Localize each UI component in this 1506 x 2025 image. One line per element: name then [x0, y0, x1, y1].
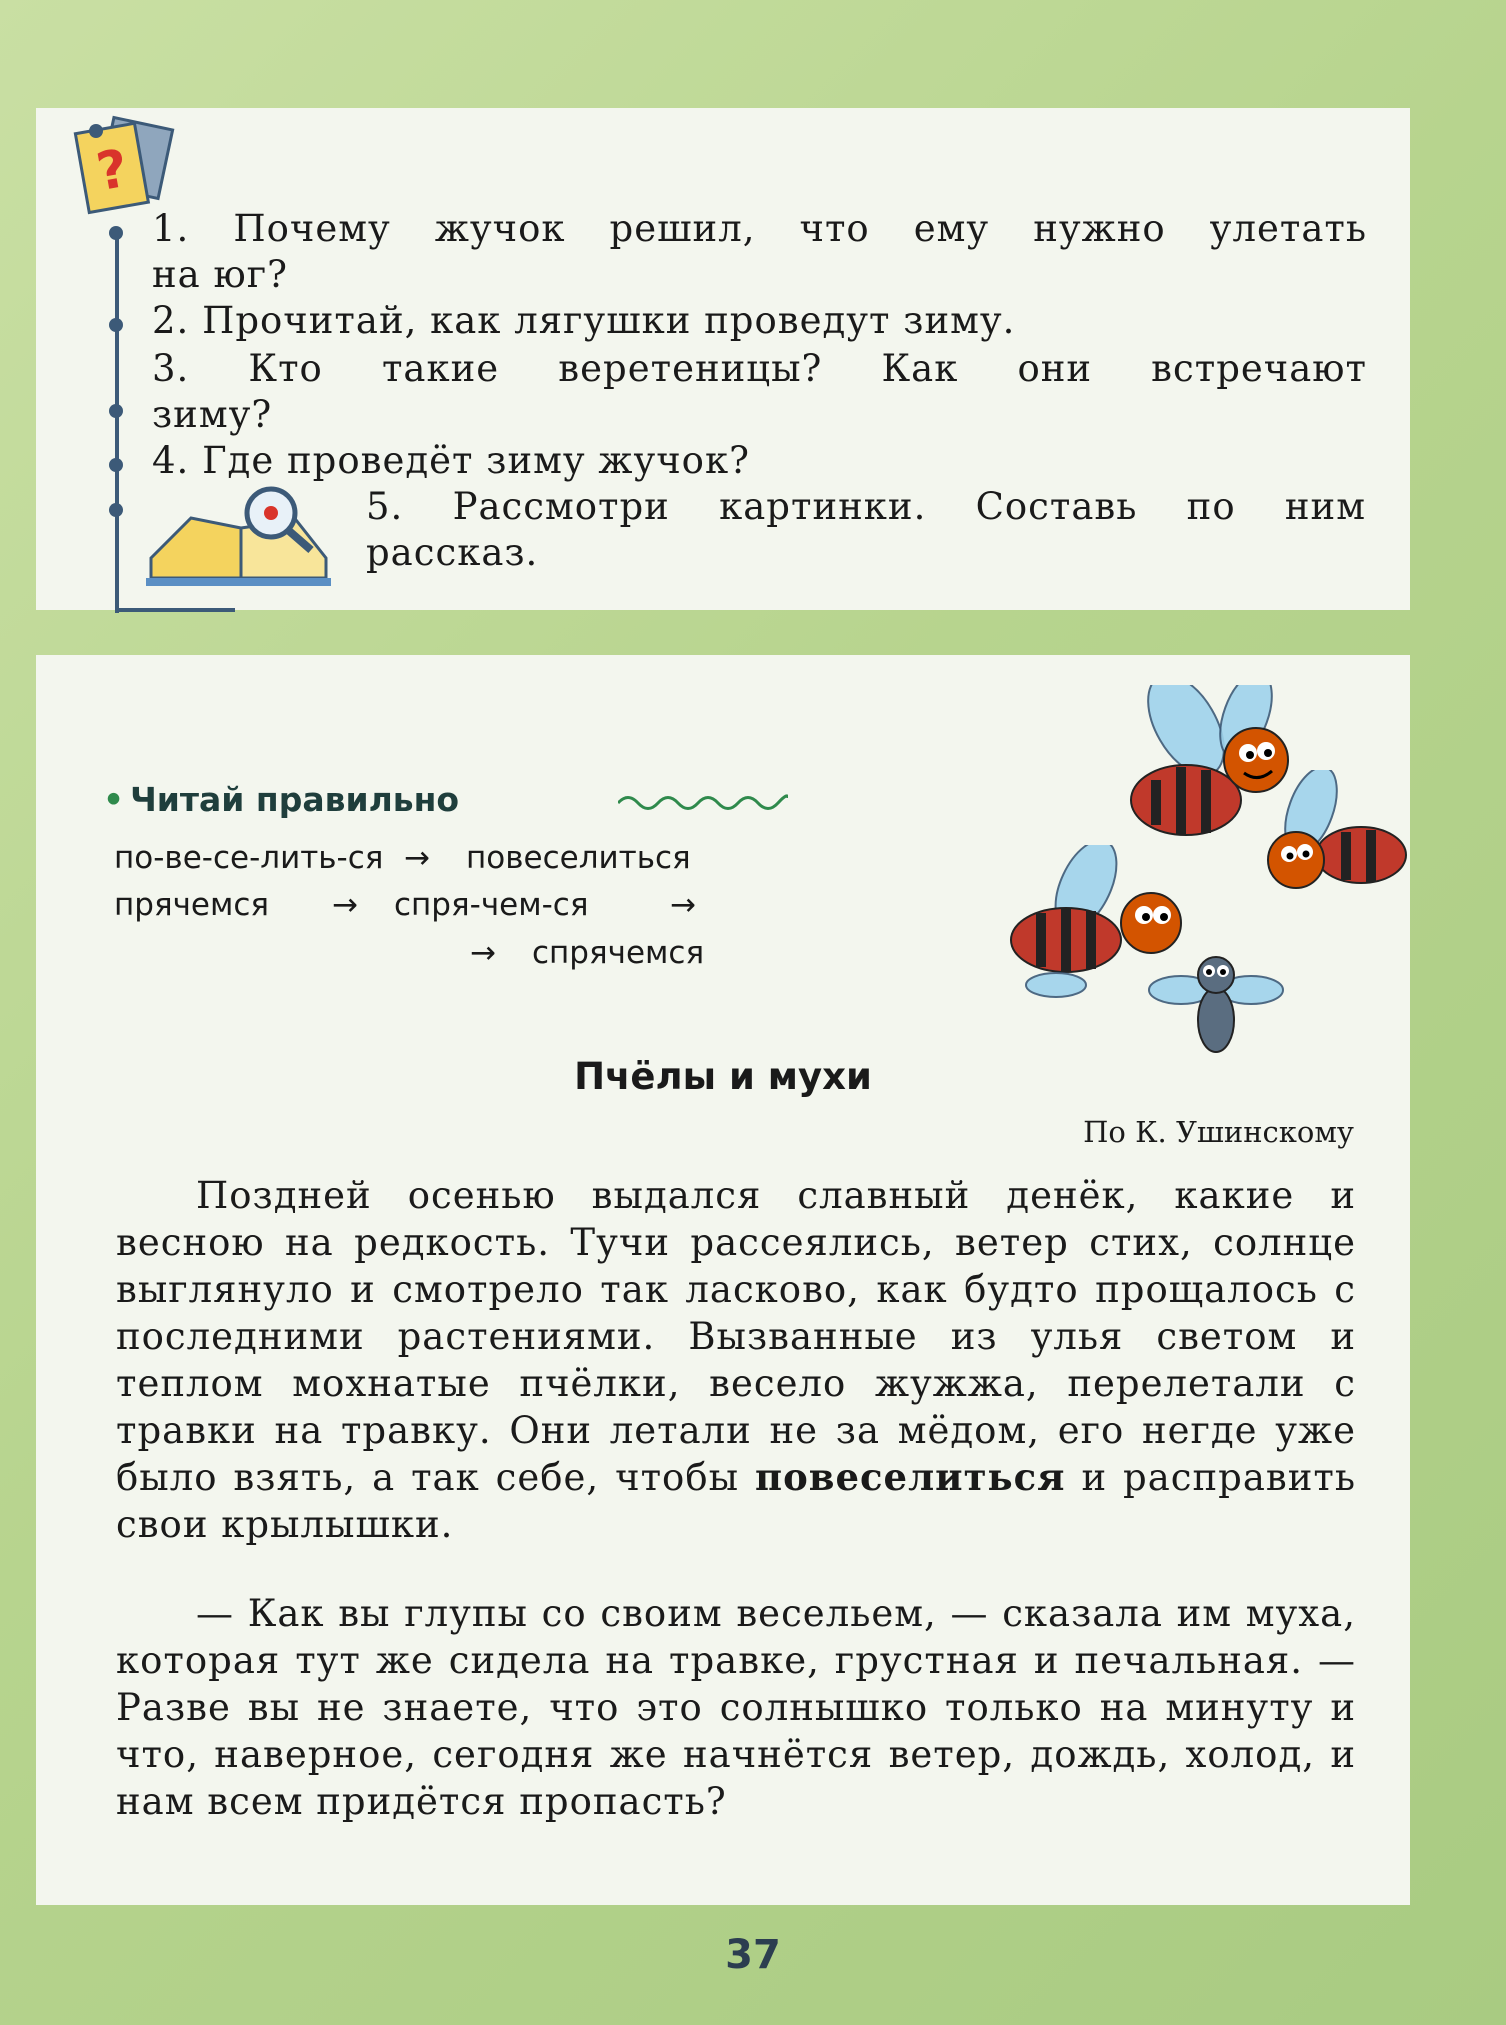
paragraph-1-text: Поздней осенью выдался славный денёк, какие и весною на редкость. Тучи рассеялись, ветер стих, солнце выглянуло и смотрело так ласково, как будто прощалось с последними растениями. Вызванные из улья светом и теплом мохнатые пчёлки, весело жужжа, перелетали с травки на травку. Они летали не за мёдом, его негде уже было взять, а так себе, чтобы: [116, 1174, 1356, 1499]
syllable-word-2: спря-чем-ся: [394, 887, 589, 923]
paragraph-2: — Как вы глупы со своим весельем, — сказала им муха, которая тут же сидела на травке, грустная и печальная. — Разве вы не знаете, что это солнышко только на минуту и что, наверное, сегодня же начнётся ветер, дождь, холод, и нам всем придётся пропасть?: [116, 1592, 1356, 1823]
arrow-icon: →: [332, 887, 358, 923]
read-correctly-heading: [103, 780, 459, 819]
highlighted-word: повеселиться: [755, 1455, 1066, 1499]
arrow-icon: →: [470, 935, 496, 971]
question-rail: [115, 228, 119, 613]
word-3: спрячемся: [532, 935, 705, 971]
page-number: 37: [725, 1932, 781, 1978]
bee-icon: [1251, 770, 1411, 920]
syllable-word-1: по-ве-се-лить-ся: [114, 840, 384, 876]
story-panel: [36, 655, 1410, 1905]
rail-bottom: [115, 608, 235, 612]
word-2: прячемся: [114, 887, 270, 923]
question-3-line-1: 3. Кто такие веретеницы? Как они встречают: [152, 347, 1367, 390]
svg-text:?: ?: [92, 138, 133, 204]
wavy-underline: [618, 792, 788, 814]
question-5-line-1: 5. Рассмотри картинки. Составь по ним: [366, 485, 1366, 528]
story-title: Пчёлы и мухи: [574, 1055, 872, 1098]
rail-dot: [109, 503, 123, 517]
arrow-icon: →: [404, 840, 430, 876]
question-3-line-2: зиму?: [152, 393, 273, 436]
book-magnifier-icon: [146, 478, 336, 588]
arrow-icon: →: [670, 887, 696, 923]
bullet-icon: •: [103, 780, 125, 819]
paragraph-1: [116, 1172, 1356, 1548]
word-1: повеселиться: [466, 840, 691, 876]
questions-panel: [36, 108, 1410, 610]
question-1-line-2: на юг?: [152, 253, 288, 296]
question-4: 4. Где проведёт зиму жучок?: [152, 439, 750, 482]
rail-dot: [109, 318, 123, 332]
read-correctly-title: Читай правильно: [130, 780, 460, 819]
question-5-line-2: рассказ.: [366, 531, 539, 574]
question-2: 2. Прочитай, как лягушки проведут зиму.: [152, 299, 1016, 342]
rail-dot: [109, 226, 123, 240]
story-author: По К. Ушинскому: [1083, 1115, 1354, 1149]
rail-dot: [109, 404, 123, 418]
question-1-line-1: 1. Почему жучок решил, что ему нужно улетать: [152, 207, 1367, 250]
paragraph-1-end: и расправить свои крылышки.: [116, 1456, 1357, 1546]
rail-dot: [109, 458, 123, 472]
fly-icon: [1146, 935, 1286, 1075]
question-note-icon: [66, 113, 176, 218]
